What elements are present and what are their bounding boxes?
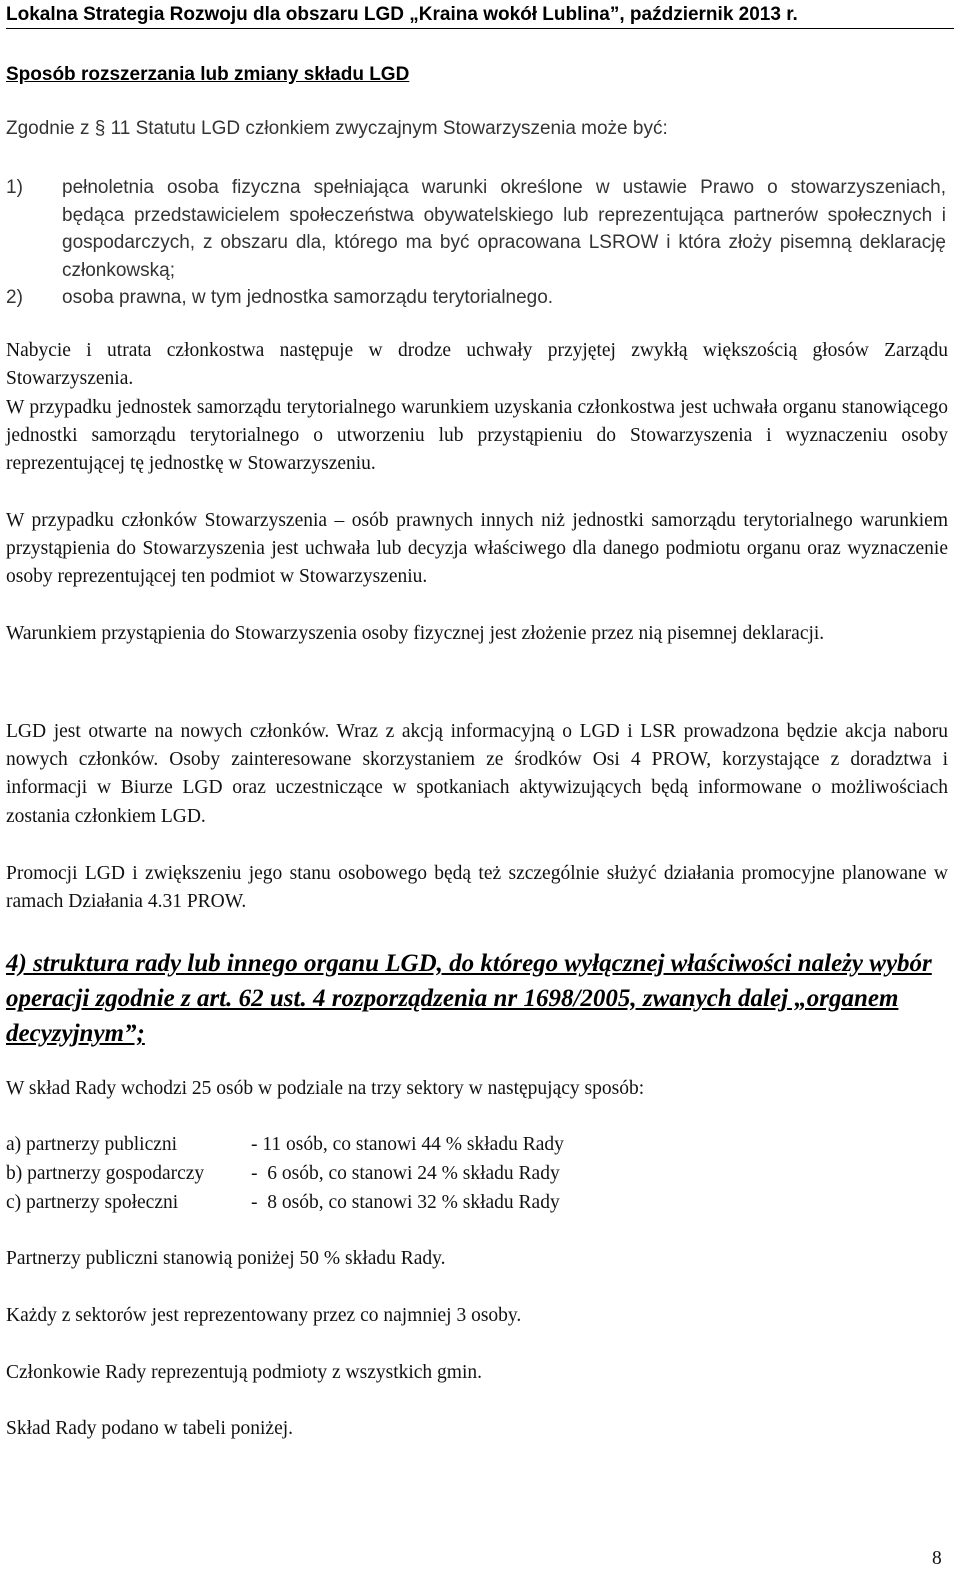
paragraph: LGD jest otwarte na nowych członków. Wraz z akcją informacyjną o LGD i LSR prowadzona będzie akcja naboru nowych członków. Osoby zainteresowane skorzystaniem ze środków Osi 4 PROW, korzystające z doradztwa i informacji w Biurze LGD oraz uczestniczące w spotkaniach aktywizujących będą informowane o możliwościach zostania członkiem LGD. (6, 721, 948, 827)
sector-detail: - 11 osób, co stanowi 44 % składu Rady (251, 1134, 564, 1155)
council-note: Członkowie Rady reprezentują podmioty z wszystkich gmin. (6, 1362, 483, 1383)
council-note: Partnerzy publiczni stanowią poniżej 50 % składu Rady. (6, 1248, 446, 1269)
header-divider (6, 28, 954, 29)
council-sector-row (6, 1163, 560, 1185)
council-note: Skład Rady podano w tabeli poniżej. (6, 1418, 294, 1439)
section-4-heading: 4) struktura rady lub innego organu LGD, do którego wyłącznej właściwości należy wybór operacji zgodnie z art. 62 ust. 4 rozporządzenia nr 1698/2005, zwanych dalej „organem decyzyjnym”; (6, 950, 932, 1047)
section-heading: Sposób rozszerzania lub zmiany składu LGD (6, 64, 410, 85)
paragraph: Warunkiem przystąpienia do Stowarzyszenia osoby fizycznej jest złożenie przez nią pisemnej deklaracji. (6, 623, 825, 644)
council-intro: W skład Rady wchodzi 25 osób w podziale na trzy sektory w następujący sposób: (6, 1078, 645, 1099)
paragraph: W przypadku członków Stowarzyszenia – osób prawnych innych niż jednostki samorządu terytorialnego warunkiem przystąpienia do Stowarzyszenia jest uchwała lub decyzja właściwego dla danego podmiotu organu oraz wyznaczenie osoby reprezentującej ten podmiot w Stowarzyszeniu. (6, 510, 948, 588)
council-sector-row (6, 1134, 564, 1156)
list-item-number: 1) (6, 177, 23, 198)
paragraph: W przypadku jednostek samorządu terytorialnego warunkiem uzyskania członkostwa jest uchwała organu stanowiącego jednostki samorządu terytorialnego o utworzeniu lub przystąpieniu do Stowarzyszenia i wyznaczeniu osoby reprezentującej tę jednostkę w Stowarzyszeniu. (6, 397, 948, 475)
sector-category: a) partnerzy publiczni (6, 1134, 178, 1155)
page-number: 8 (932, 1548, 942, 1569)
sector-detail: - 8 osób, co stanowi 32 % składu Rady (251, 1192, 560, 1213)
sector-detail: - 6 osób, co stanowi 24 % składu Rady (251, 1163, 560, 1184)
council-note: Każdy z sektorów jest reprezentowany przez co najmniej 3 osoby. (6, 1305, 522, 1326)
paragraph: Nabycie i utrata członkostwa następuje w drodze uchwały przyjętej zwykłą większością głosów Zarządu Stowarzyszenia. (6, 340, 948, 390)
sector-category: c) partnerzy społeczni (6, 1192, 179, 1213)
running-header: Lokalna Strategia Rozwoju dla obszaru LGD „Kraina wokół Lublina”, październik 2013 r. (6, 4, 798, 25)
list-item-text: osoba prawna, w tym jednostka samorządu terytorialnego. (62, 287, 554, 308)
list-item-text: pełnoletnia osoba fizyczna spełniająca warunki określone w ustawie Prawo o stowarzyszeniach, będąca przedstawicielem społeczeństwa obywatelskiego lub reprezentująca partnerów społecznych i gospodarczych, z obszaru dla, którego ma być opracowana LSROW i która złoży pisemną deklarację członkowską; (62, 177, 946, 281)
section-intro: Zgodnie z § 11 Statutu LGD członkiem zwyczajnym Stowarzyszenia może być: (6, 118, 668, 139)
paragraph: Promocji LGD i zwiększeniu jego stanu osobowego będą też szczególnie służyć działania promocyjne planowane w ramach Działania 4.31 PROW. (6, 863, 948, 913)
list-item-number: 2) (6, 287, 23, 308)
council-sector-row (6, 1192, 560, 1214)
sector-category: b) partnerzy gospodarczy (6, 1163, 205, 1184)
